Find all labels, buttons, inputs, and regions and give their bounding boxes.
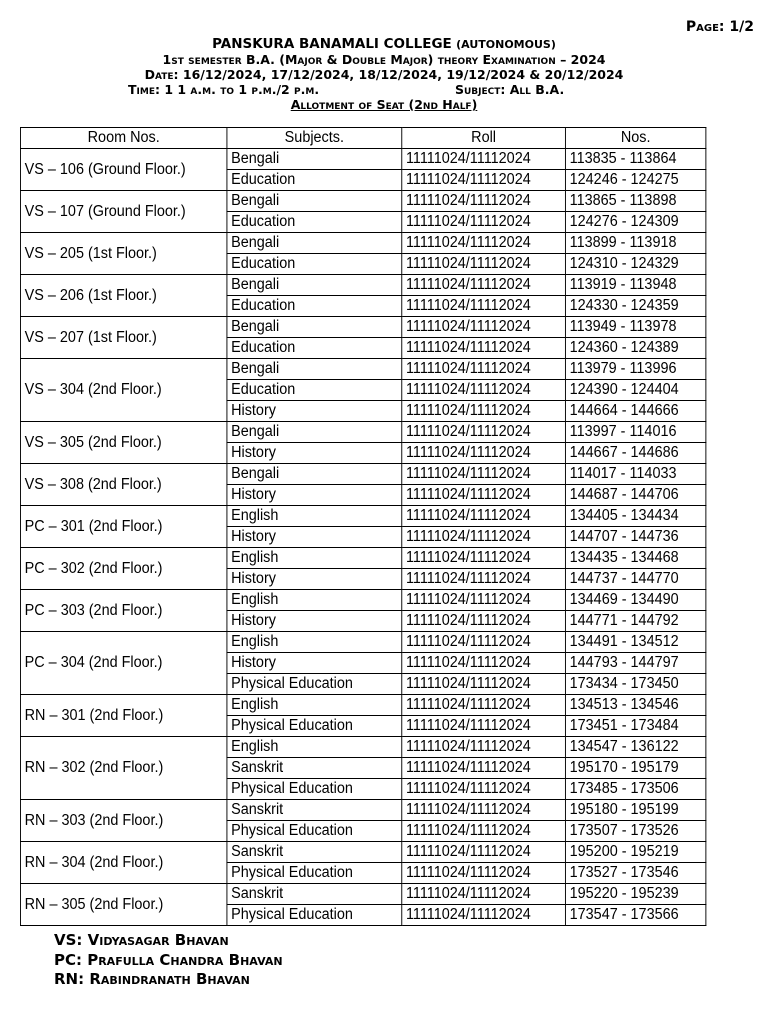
roll-cell: 11111024/11112024 <box>402 653 566 674</box>
column-header-roll: Roll <box>402 128 566 149</box>
nos-cell: 173434 - 173450 <box>565 674 705 695</box>
subject-cell: Bengali <box>227 149 402 170</box>
roll-cell: 11111024/11112024 <box>402 338 566 359</box>
roll-cell: 11111024/11112024 <box>402 443 566 464</box>
subject-cell: Education <box>227 170 402 191</box>
page-number: Page: 1/2 <box>685 19 754 35</box>
room-cell: VS – 205 (1st Floor.) <box>20 233 226 275</box>
college-name: PANSKURA BANAMALI COLLEGE <box>212 36 452 52</box>
roll-cell: 11111024/11112024 <box>402 359 566 380</box>
table-row <box>20 842 705 863</box>
nos-cell: 134513 - 134546 <box>565 695 705 716</box>
table-row <box>20 884 705 905</box>
subject-cell: Education <box>227 380 402 401</box>
room-cell: VS – 308 (2nd Floor.) <box>20 464 226 506</box>
subject-cell: English <box>227 548 402 569</box>
room-cell: RN – 302 (2nd Floor.) <box>20 737 226 800</box>
nos-cell: 195200 - 195219 <box>565 842 705 863</box>
roll-cell: 11111024/11112024 <box>402 674 566 695</box>
table-row <box>20 464 705 485</box>
table-row <box>20 590 705 611</box>
subject-cell: Sanskrit <box>227 758 402 779</box>
nos-cell: 124276 - 124309 <box>565 212 705 233</box>
roll-cell: 11111024/11112024 <box>402 569 566 590</box>
nos-cell: 134405 - 134434 <box>565 506 705 527</box>
column-header-nos: Nos. <box>565 128 705 149</box>
nos-cell: 144793 - 144797 <box>565 653 705 674</box>
nos-cell: 144707 - 144736 <box>565 527 705 548</box>
roll-cell: 11111024/11112024 <box>402 716 566 737</box>
nos-cell: 144667 - 144686 <box>565 443 705 464</box>
autonomous-label: (AUTONOMOUS) <box>456 38 556 51</box>
roll-cell: 11111024/11112024 <box>402 737 566 758</box>
nos-cell: 144771 - 144792 <box>565 611 705 632</box>
legend-item: PC: Prafulla Chandra Bhavan <box>54 950 283 969</box>
room-cell: VS – 304 (2nd Floor.) <box>20 359 226 422</box>
nos-cell: 113997 - 114016 <box>565 422 705 443</box>
room-cell: VS – 207 (1st Floor.) <box>20 317 226 359</box>
seat-allotment-table <box>20 127 706 926</box>
roll-cell: 11111024/11112024 <box>402 821 566 842</box>
table-row <box>20 548 705 569</box>
table-row <box>20 695 705 716</box>
room-cell: VS – 206 (1st Floor.) <box>20 275 226 317</box>
table-header-row <box>20 128 705 149</box>
subject-cell: Bengali <box>227 317 402 338</box>
nos-cell: 113949 - 113978 <box>565 317 705 338</box>
nos-cell: 195180 - 195199 <box>565 800 705 821</box>
subject-cell: History <box>227 569 402 590</box>
roll-cell: 11111024/11112024 <box>402 863 566 884</box>
table-row <box>20 506 705 527</box>
nos-cell: 144664 - 144666 <box>565 401 705 422</box>
subject-cell: Physical Education <box>227 863 402 884</box>
subject-cell: English <box>227 737 402 758</box>
subject-cell: Sanskrit <box>227 800 402 821</box>
subject-cell: Physical Education <box>227 821 402 842</box>
subject-cell: Sanskrit <box>227 884 402 905</box>
table-row <box>20 233 705 254</box>
table-row <box>20 422 705 443</box>
roll-cell: 11111024/11112024 <box>402 842 566 863</box>
nos-cell: 124330 - 124359 <box>565 296 705 317</box>
subject-cell: History <box>227 443 402 464</box>
roll-cell: 11111024/11112024 <box>402 695 566 716</box>
subject-cell: English <box>227 506 402 527</box>
room-cell: VS – 107 (Ground Floor.) <box>20 191 226 233</box>
column-header-room: Room Nos. <box>20 128 226 149</box>
exam-time: Time: 1 1 a.m. to 1 p.m./2 p.m. <box>128 82 320 97</box>
roll-cell: 11111024/11112024 <box>402 632 566 653</box>
roll-cell: 11111024/11112024 <box>402 611 566 632</box>
nos-cell: 144687 - 144706 <box>565 485 705 506</box>
roll-cell: 11111024/11112024 <box>402 527 566 548</box>
table-row <box>20 149 705 170</box>
subject-cell: Physical Education <box>227 674 402 695</box>
subject-cell: History <box>227 485 402 506</box>
subject-cell: Education <box>227 296 402 317</box>
room-cell: PC – 303 (2nd Floor.) <box>20 590 226 632</box>
room-cell: PC – 304 (2nd Floor.) <box>20 632 226 695</box>
room-cell: PC – 301 (2nd Floor.) <box>20 506 226 548</box>
roll-cell: 11111024/11112024 <box>402 905 566 926</box>
nos-cell: 134547 - 136122 <box>565 737 705 758</box>
nos-cell: 134435 - 134468 <box>565 548 705 569</box>
room-cell: PC – 302 (2nd Floor.) <box>20 548 226 590</box>
nos-cell: 195170 - 195179 <box>565 758 705 779</box>
nos-cell: 124360 - 124389 <box>565 338 705 359</box>
legend-item: VS: Vidyasagar Bhavan <box>54 931 229 949</box>
nos-cell: 134469 - 134490 <box>565 590 705 611</box>
building-legend <box>54 931 283 990</box>
subject-cell: Sanskrit <box>227 842 402 863</box>
time-subject-line <box>0 82 768 97</box>
roll-cell: 11111024/11112024 <box>402 275 566 296</box>
roll-cell: 11111024/11112024 <box>402 422 566 443</box>
allotment-title: Allotment of Seat (2nd Half) <box>290 97 478 112</box>
table-row <box>20 800 705 821</box>
subject-cell: Education <box>227 338 402 359</box>
table-row <box>20 275 705 296</box>
room-cell: RN – 305 (2nd Floor.) <box>20 884 226 926</box>
roll-cell: 11111024/11112024 <box>402 464 566 485</box>
nos-cell: 134491 - 134512 <box>565 632 705 653</box>
nos-cell: 144737 - 144770 <box>565 569 705 590</box>
nos-cell: 113979 - 113996 <box>565 359 705 380</box>
subject-cell: History <box>227 653 402 674</box>
subject-cell: Bengali <box>227 191 402 212</box>
nos-cell: 113919 - 113948 <box>565 275 705 296</box>
legend-item: RN: Rabindranath Bhavan <box>54 970 250 988</box>
column-header-subjects: Subjects. <box>227 128 402 149</box>
subject-cell: Bengali <box>227 275 402 296</box>
roll-cell: 11111024/11112024 <box>402 758 566 779</box>
roll-cell: 11111024/11112024 <box>402 170 566 191</box>
nos-cell: 124246 - 124275 <box>565 170 705 191</box>
table-row <box>20 317 705 338</box>
roll-cell: 11111024/11112024 <box>402 296 566 317</box>
exam-dates: Date: 16/12/2024, 17/12/2024, 18/12/2024, 19/12/2024 & 20/12/2024 <box>144 67 624 82</box>
exam-title: 1st semester B.A. (Major & Double Major) theory Examination – 2024 <box>162 52 606 67</box>
subject-cell: Bengali <box>227 422 402 443</box>
nos-cell: 113899 - 113918 <box>565 233 705 254</box>
room-cell: RN – 301 (2nd Floor.) <box>20 695 226 737</box>
nos-cell: 173507 - 173526 <box>565 821 705 842</box>
roll-cell: 11111024/11112024 <box>402 317 566 338</box>
nos-cell: 113835 - 113864 <box>565 149 705 170</box>
table-row <box>20 737 705 758</box>
subject-cell: Bengali <box>227 233 402 254</box>
subject-cell: Bengali <box>227 359 402 380</box>
subject-cell: Physical Education <box>227 905 402 926</box>
subject-cell: History <box>227 401 402 422</box>
subject-cell: Education <box>227 212 402 233</box>
subject-cell: Bengali <box>227 464 402 485</box>
nos-cell: 173451 - 173484 <box>565 716 705 737</box>
college-heading <box>0 36 768 52</box>
roll-cell: 11111024/11112024 <box>402 884 566 905</box>
nos-cell: 195220 - 195239 <box>565 884 705 905</box>
nos-cell: 173527 - 173546 <box>565 863 705 884</box>
nos-cell: 114017 - 114033 <box>565 464 705 485</box>
subject-cell: Physical Education <box>227 716 402 737</box>
subject-cell: English <box>227 590 402 611</box>
subject-cell: English <box>227 632 402 653</box>
document-header <box>0 36 768 112</box>
roll-cell: 11111024/11112024 <box>402 212 566 233</box>
subject-cell: History <box>227 527 402 548</box>
roll-cell: 11111024/11112024 <box>402 506 566 527</box>
roll-cell: 11111024/11112024 <box>402 590 566 611</box>
roll-cell: 11111024/11112024 <box>402 779 566 800</box>
subject-cell: Education <box>227 254 402 275</box>
roll-cell: 11111024/11112024 <box>402 191 566 212</box>
table-body <box>20 149 705 926</box>
roll-cell: 11111024/11112024 <box>402 254 566 275</box>
nos-cell: 173547 - 173566 <box>565 905 705 926</box>
roll-cell: 11111024/11112024 <box>402 380 566 401</box>
roll-cell: 11111024/11112024 <box>402 149 566 170</box>
roll-cell: 11111024/11112024 <box>402 233 566 254</box>
table-row <box>20 359 705 380</box>
room-cell: VS – 305 (2nd Floor.) <box>20 422 226 464</box>
subject-cell: English <box>227 695 402 716</box>
room-cell: RN – 304 (2nd Floor.) <box>20 842 226 884</box>
nos-cell: 113865 - 113898 <box>565 191 705 212</box>
room-cell: VS – 106 (Ground Floor.) <box>20 149 226 191</box>
room-cell: RN – 303 (2nd Floor.) <box>20 800 226 842</box>
table-row <box>20 191 705 212</box>
exam-subject: Subject: All B.A. <box>455 82 565 97</box>
nos-cell: 124310 - 124329 <box>565 254 705 275</box>
subject-cell: History <box>227 611 402 632</box>
nos-cell: 173485 - 173506 <box>565 779 705 800</box>
roll-cell: 11111024/11112024 <box>402 800 566 821</box>
nos-cell: 124390 - 124404 <box>565 380 705 401</box>
roll-cell: 11111024/11112024 <box>402 485 566 506</box>
roll-cell: 11111024/11112024 <box>402 401 566 422</box>
roll-cell: 11111024/11112024 <box>402 548 566 569</box>
subject-cell: Physical Education <box>227 779 402 800</box>
table-row <box>20 632 705 653</box>
